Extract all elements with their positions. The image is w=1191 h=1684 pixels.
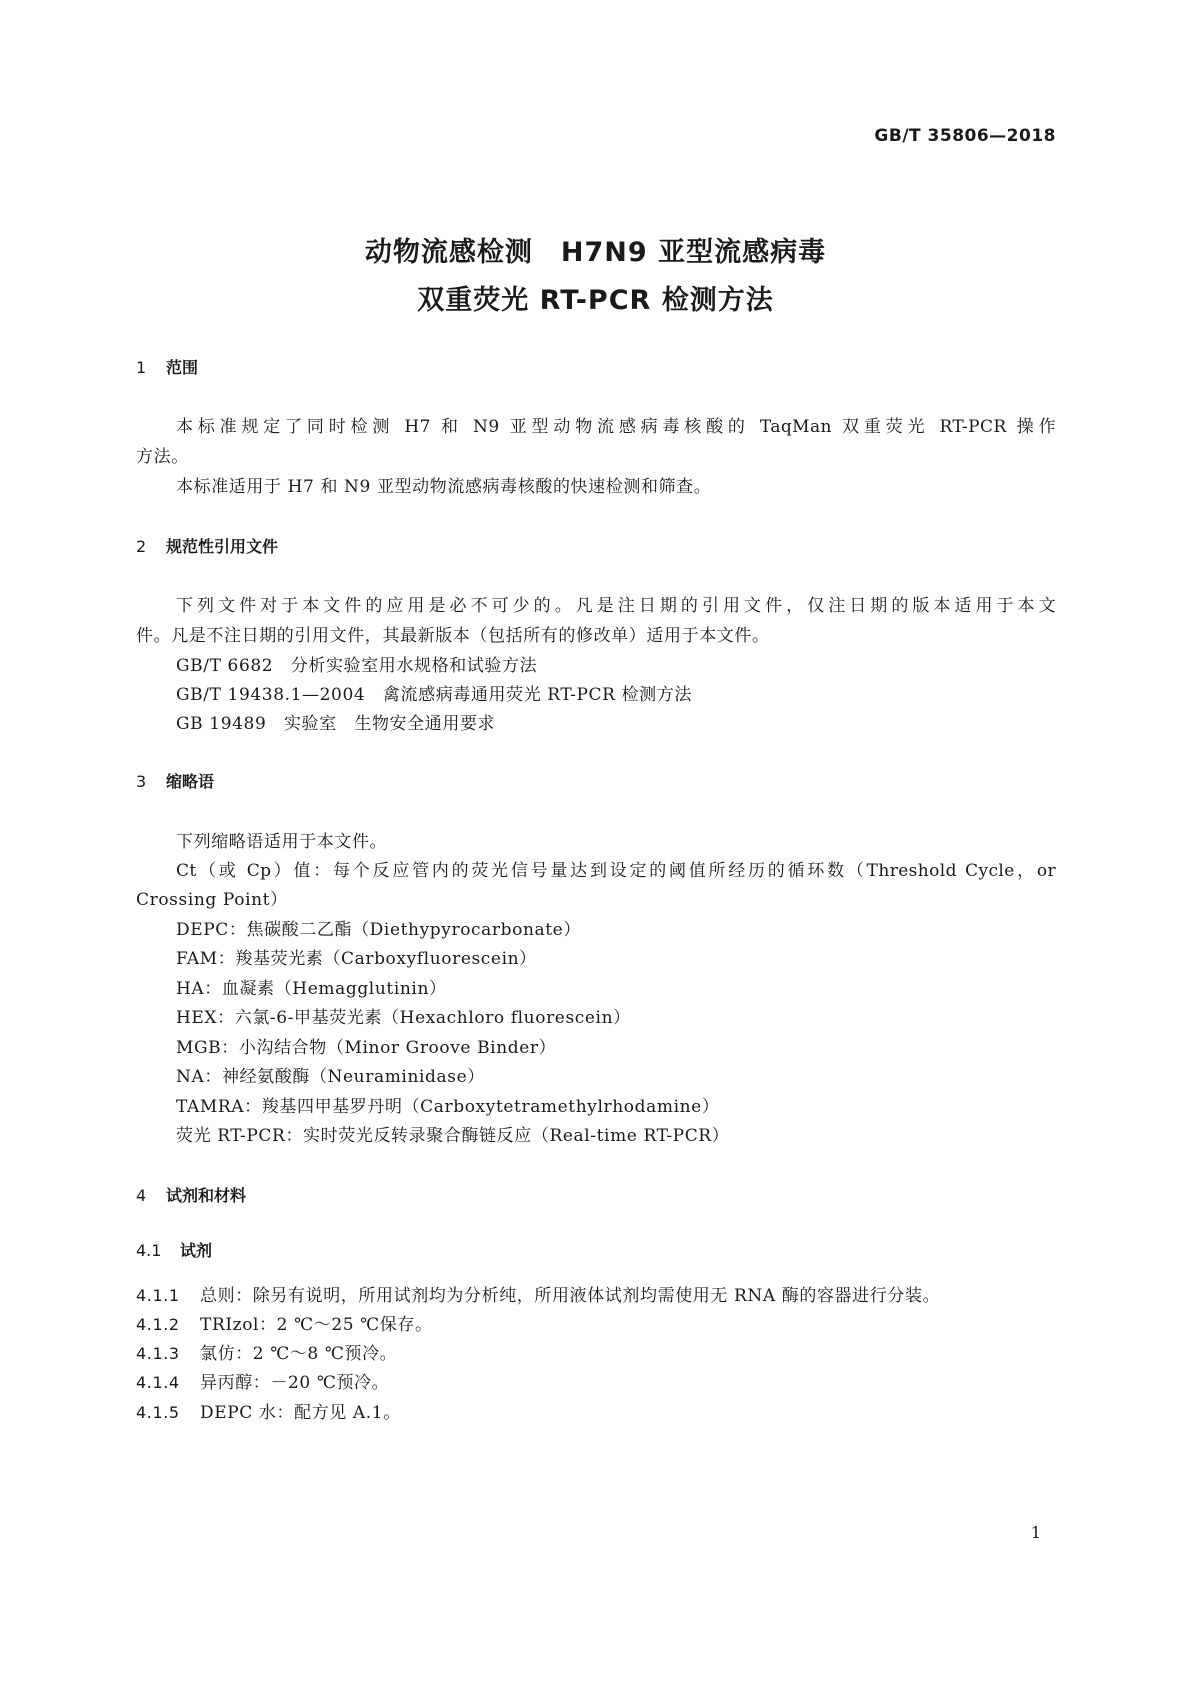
- abbreviation-item: DEPC：焦碳酸二乙酯（Diethypyrocarbonate）: [176, 920, 581, 940]
- paragraph-continuation: 方法。: [136, 447, 189, 467]
- clause-text: 异丙醇：－20 ℃预冷。: [200, 1373, 390, 1393]
- section-3-heading: [136, 769, 214, 792]
- abbreviation-item: HA：血凝素（Hemagglutinin）: [176, 979, 447, 999]
- clause-item: [136, 1281, 940, 1306]
- section-2-heading: [136, 534, 278, 557]
- clause-item: [136, 1310, 433, 1335]
- abbreviation-item: TAMRA：羧基四甲基罗丹明（Carboxytetramethylrhodamine）: [176, 1097, 720, 1117]
- abbreviation-item: 荧光 RT-PCR：实时荧光反转录聚合酶链反应（Real-time RT-PCR）: [176, 1126, 730, 1146]
- paragraph: 下列文件对于本文件的应用是必不可少的。凡是注日期的引用文件，仅注日期的版本适用于本文: [176, 596, 1056, 616]
- abbreviation-item: NA：神经氨酸酶（Neuraminidase）: [176, 1067, 485, 1087]
- clause-number: 4.1.1: [136, 1286, 180, 1305]
- abbreviation-item: MGB：小沟结合物（Minor Groove Binder）: [176, 1038, 557, 1058]
- clause-text: 总则：除另有说明，所用试剂均为分析纯，所用液体试剂均需使用无 RNA 酶的容器进行分装。: [200, 1286, 941, 1306]
- clause-number: 4.1.3: [136, 1344, 180, 1363]
- section-number: 3: [136, 772, 147, 791]
- clause-text: TRIzol：2 ℃～25 ℃保存。: [200, 1315, 433, 1335]
- reference-item: GB/T 19438.1—2004 禽流感病毒通用荧光 RT-PCR 检测方法: [176, 685, 692, 705]
- paragraph: 本标准适用于 H7 和 N9 亚型动物流感病毒核酸的快速检测和筛查。: [176, 477, 712, 497]
- subsection-4-1-heading: [136, 1238, 212, 1261]
- reference-item: GB 19489 实验室 生物安全通用要求: [176, 714, 496, 734]
- abbreviation-continuation: Crossing Point）: [136, 890, 288, 910]
- section-title: 范围: [166, 358, 199, 377]
- subsection-number: 4.1: [136, 1241, 162, 1260]
- paragraph: 下列缩略语适用于本文件。: [176, 832, 388, 852]
- section-1-heading: [136, 355, 198, 378]
- clause-text: DEPC 水：配方见 A.1。: [200, 1403, 401, 1423]
- clause-number: 4.1.2: [136, 1315, 180, 1334]
- section-title: 规范性引用文件: [166, 537, 279, 556]
- section-number: 4: [136, 1186, 147, 1205]
- clause-number: 4.1.5: [136, 1403, 180, 1422]
- abbreviation-item: FAM：羧基荧光素（Carboxyfluorescein）: [176, 949, 537, 969]
- document-title-line-1: 动物流感检测 H7N9 亚型流感病毒: [364, 237, 827, 268]
- abbreviation-item: Ct（或 Cp）值：每个反应管内的荧光信号量达到设定的阈值所经历的循环数（Threshold Cycle，or: [176, 861, 1056, 881]
- subsection-title: 试剂: [180, 1241, 213, 1260]
- clause-item: [136, 1368, 389, 1393]
- clause-item: [136, 1339, 397, 1364]
- paragraph-continuation: 件。凡是不注日期的引用文件，其最新版本（包括所有的修改单）适用于本文件。: [136, 626, 770, 646]
- paragraph: 本标准规定了同时检测 H7 和 N9 亚型动物流感病毒核酸的 TaqMan 双重荧光 RT-PCR 操作: [176, 417, 1056, 437]
- section-title: 缩略语: [166, 772, 215, 791]
- document-title-line-2: 双重荧光 RT-PCR 检测方法: [417, 285, 774, 316]
- clause-number: 4.1.4: [136, 1373, 180, 1392]
- abbreviation-item: HEX：六氯-6-甲基荧光素（Hexachloro fluorescein）: [176, 1008, 631, 1028]
- clause-text: 氯仿：2 ℃～8 ℃预冷。: [200, 1344, 398, 1364]
- section-4-heading: [136, 1183, 246, 1206]
- clause-item: [136, 1398, 401, 1423]
- section-number: 1: [136, 358, 147, 377]
- page-number: 1: [1030, 1523, 1041, 1542]
- reference-item: GB/T 6682 分析实验室用水规格和试验方法: [176, 656, 538, 676]
- section-number: 2: [136, 537, 147, 556]
- standard-code: GB/T 35806—2018: [874, 126, 1056, 146]
- section-title: 试剂和材料: [166, 1186, 247, 1205]
